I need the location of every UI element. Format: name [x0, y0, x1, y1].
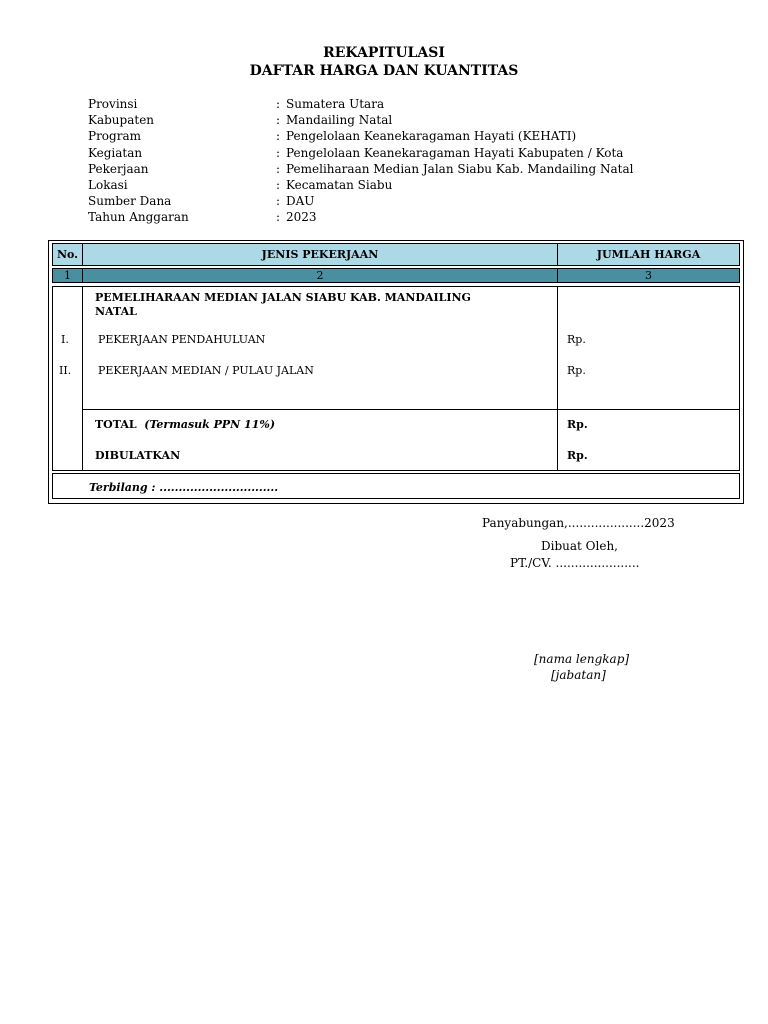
total-label [95, 418, 275, 431]
column-number-2: 2 [82, 268, 558, 283]
info-colon: : [276, 145, 281, 160]
info-value: 2023 [286, 210, 317, 225]
signer-position: [jabatan] [551, 668, 606, 682]
header-jumlah-harga: JUMLAH HARGA [557, 243, 740, 266]
total-note: (Termasuk PPN 11%) [144, 418, 276, 431]
column-number-3: 3 [557, 268, 740, 283]
info-colon: : [276, 129, 281, 144]
info-colon: : [276, 97, 281, 111]
info-row-program [88, 128, 633, 144]
info-value: Pengelolaan Keanekaragaman Hayati Kabupaten / Kota [286, 145, 624, 160]
place-date: Panyabungan,....................2023 [482, 516, 675, 530]
document-title: REKAPITULASI [323, 45, 445, 61]
info-colon: : [276, 177, 281, 192]
info-value: Kecamatan Siabu [286, 177, 393, 192]
info-row-kegiatan [88, 145, 633, 161]
info-row-sumber-dana [88, 193, 633, 209]
rounded-label: DIBULATKAN [95, 449, 181, 462]
info-value: Sumatera Utara [286, 97, 385, 111]
info-label: Pekerjaan [88, 161, 149, 176]
signer-name: [nama lengkap] [534, 652, 630, 666]
column-number-1: 1 [52, 268, 83, 283]
info-row-pekerjaan [88, 161, 633, 177]
terbilang-text: Terbilang : ............................... [89, 481, 279, 494]
info-label: Provinsi [88, 97, 138, 111]
total-amount: Rp. [567, 418, 588, 431]
row-description: PEKERJAAN MEDIAN / PULAU JALAN [98, 364, 314, 377]
info-colon: : [276, 113, 281, 128]
total-label-text: TOTAL [95, 418, 137, 431]
header-jenis-pekerjaan: JENIS PEKERJAAN [82, 243, 558, 266]
info-row-kabupaten [88, 112, 633, 128]
rounded-amount: Rp. [567, 449, 588, 462]
info-colon: : [276, 161, 281, 176]
row-number: I. [61, 333, 69, 346]
info-value: Pengelolaan Keanekaragaman Hayati (KEHATI) [286, 129, 577, 144]
body-cell-amounts [557, 286, 740, 410]
row-amount: Rp. [567, 364, 586, 377]
body-cell-items [82, 286, 558, 410]
info-label: Program [88, 129, 141, 144]
document-subtitle: DAFTAR HARGA DAN KUANTITAS [249, 63, 519, 79]
info-label: Kabupaten [88, 113, 155, 128]
info-row-lokasi [88, 177, 633, 193]
info-label: Tahun Anggaran [88, 210, 189, 225]
made-by-label: Dibuat Oleh, [541, 539, 618, 553]
info-value: Mandailing Natal [286, 113, 393, 128]
row-description: PEKERJAAN PENDAHULUAN [98, 333, 266, 346]
company-name: PT./CV. ...................... [510, 556, 640, 570]
section-title-line2: NATAL [95, 305, 137, 318]
body-cell-no [52, 286, 83, 471]
info-row-tahun-anggaran [88, 209, 633, 225]
info-block [88, 96, 633, 226]
info-colon: : [276, 194, 281, 209]
info-label: Lokasi [88, 177, 128, 192]
section-title-line1: PEMELIHARAAN MEDIAN JALAN SIABU KAB. MANDAILING [95, 291, 471, 304]
row-amount: Rp. [567, 333, 586, 346]
info-label: Kegiatan [88, 145, 143, 160]
info-value: Pemeliharaan Median Jalan Siabu Kab. Mandailing Natal [286, 161, 634, 176]
info-label: Sumber Dana [88, 194, 172, 209]
info-row-provinsi [88, 96, 633, 112]
header-no: No. [52, 243, 83, 266]
info-value: DAU [286, 194, 315, 209]
info-colon: : [276, 210, 281, 225]
row-number: II. [59, 364, 72, 377]
